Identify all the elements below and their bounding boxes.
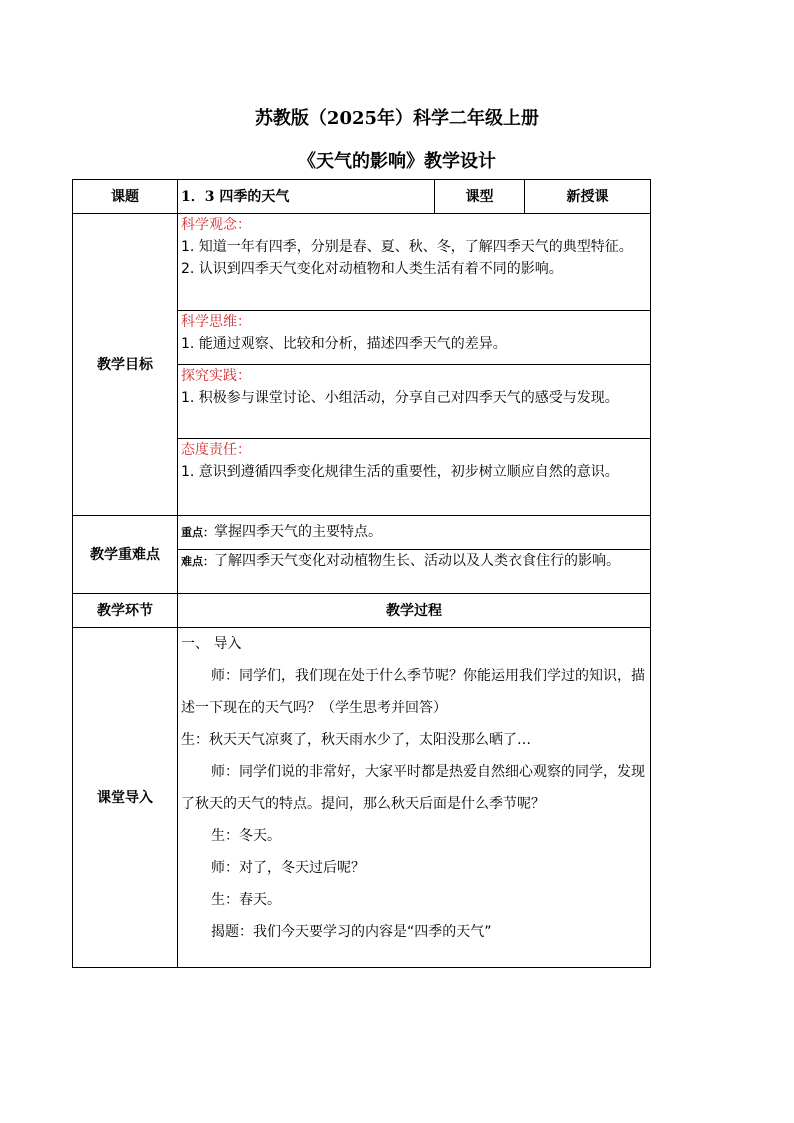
practice-item-1: 1. 积极参与课堂讨论、小组活动，分享自己对四季天气的感受与发现。 xyxy=(181,390,619,406)
process-header: 教学过程 xyxy=(178,594,651,628)
intro-row xyxy=(73,628,651,968)
practice-heading: 探究实践： xyxy=(181,368,251,384)
intro-line-8: 揭题：我们今天要学习的内容是“四季的天气” xyxy=(211,924,492,940)
lesson-plan-table xyxy=(72,179,651,968)
goal-concept-cell xyxy=(178,214,651,311)
process-header-row xyxy=(73,594,651,628)
difficulty-text: 了解四季天气变化对动植物生长、活动以及人类衣食住行的影响。 xyxy=(214,553,620,569)
goal-concept-row xyxy=(73,214,651,311)
difficulty-cell xyxy=(178,550,651,594)
intro-line-5: 生：冬天。 xyxy=(211,828,281,844)
topic-row xyxy=(73,180,651,214)
intro-process-cell xyxy=(178,628,651,968)
concept-item-1: 1. 知道一年有四季，分别是春、夏、秋、冬，了解四季天气的典型特征。 xyxy=(181,239,633,255)
key-point-text: 掌握四季天气的主要特点。 xyxy=(214,524,382,540)
intro-label: 课堂导入 xyxy=(73,628,178,968)
key-label: 教学重难点 xyxy=(73,516,178,594)
intro-line-4: 师：同学们说的非常好，大家平时都是热爱自然细心观察的同学，发现了秋天的天气的特点。提问，那么秋天后面是什么季节呢？ xyxy=(181,764,645,812)
goal-practice-cell xyxy=(178,365,651,439)
key-point-label: 重点： xyxy=(181,526,214,539)
concept-item-2: 2. 认识到四季天气变化对动植物和人类生活有着不同的影响。 xyxy=(181,261,563,277)
thinking-item-1: 1. 能通过观察、比较和分析，描述四季天气的差异。 xyxy=(181,336,507,352)
document-subtitle: 《天气的影响》教学设计 xyxy=(298,151,496,172)
goals-label: 教学目标 xyxy=(73,214,178,516)
attitude-heading: 态度责任： xyxy=(181,442,251,458)
topic-label: 课题 xyxy=(73,180,178,214)
document-title: 苏教版（2025年）科学二年级上册 xyxy=(254,108,540,129)
stage-header: 教学环节 xyxy=(73,594,178,628)
type-label: 课型 xyxy=(435,180,525,214)
difficulty-label: 难点： xyxy=(181,555,214,568)
concept-heading: 科学观念： xyxy=(181,217,251,233)
intro-line-1: 一、 导入 xyxy=(181,636,242,652)
key-point-cell xyxy=(178,516,651,550)
type-value: 新授课 xyxy=(525,180,651,214)
intro-line-3: 生：秋天天气凉爽了，秋天雨水少了，太阳没那么晒了… xyxy=(181,732,531,748)
thinking-heading: 科学思维： xyxy=(181,314,251,330)
attitude-item-1: 1. 意识到遵循四季变化规律生活的重要性，初步树立顺应自然的意识。 xyxy=(181,464,619,480)
key-point-row xyxy=(73,516,651,550)
intro-line-6: 师：对了，冬天过后呢？ xyxy=(211,860,365,876)
intro-line-7: 生：春天。 xyxy=(211,892,281,908)
goal-attitude-cell xyxy=(178,439,651,516)
goal-thinking-cell xyxy=(178,311,651,365)
intro-line-2: 师：同学们，我们现在处于什么季节呢？你能运用我们学过的知识，描述一下现在的天气吗？（学生思考并回答） xyxy=(181,668,645,716)
topic-value: 1．3 四季的天气 xyxy=(178,180,435,214)
